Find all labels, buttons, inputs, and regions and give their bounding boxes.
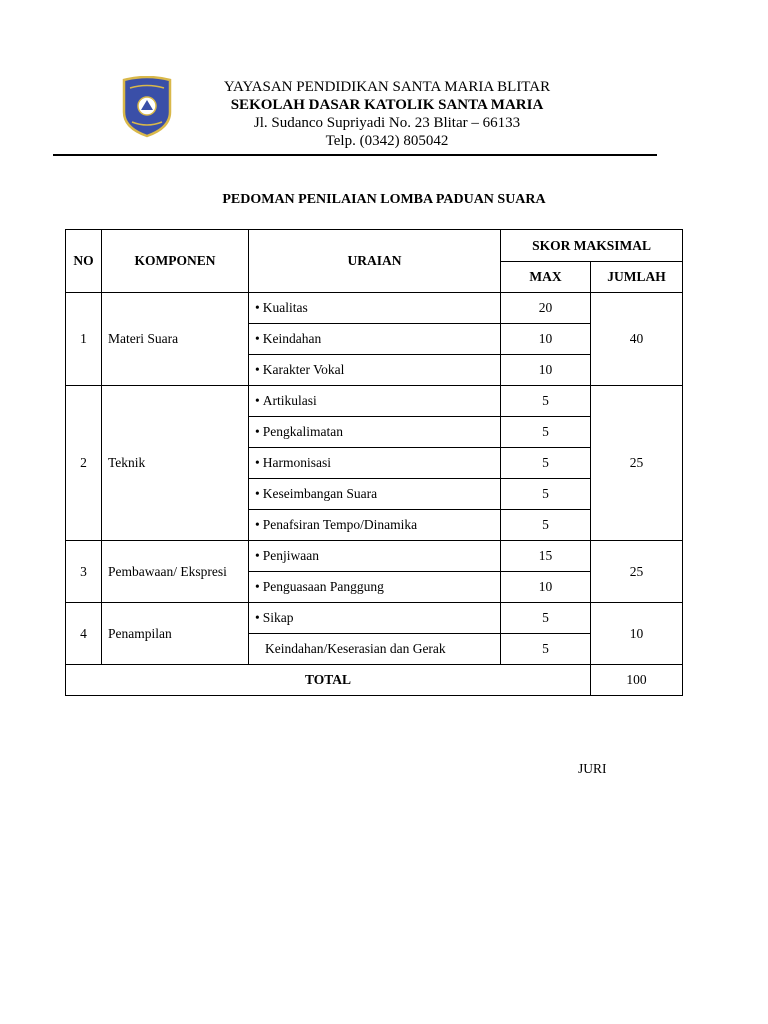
cell-uraian: • Sikap — [249, 603, 501, 634]
letterhead-divider — [53, 154, 657, 156]
cell-max: 5 — [501, 603, 591, 634]
cell-no: 2 — [66, 386, 102, 541]
cell-no: 4 — [66, 603, 102, 665]
header-skor-maksimal: SKOR MAKSIMAL — [501, 230, 683, 262]
header-komponen: KOMPONEN — [102, 230, 249, 293]
cell-uraian: • Penafsiran Tempo/Dinamika — [249, 510, 501, 541]
cell-jumlah: 40 — [591, 293, 683, 386]
cell-max: 5 — [501, 417, 591, 448]
total-label: TOTAL — [66, 665, 591, 696]
cell-uraian: • Pengkalimatan — [249, 417, 501, 448]
total-row — [66, 665, 683, 696]
cell-uraian: • Kualitas — [249, 293, 501, 324]
school-address: Jl. Sudanco Supriyadi No. 23 Blitar – 66133 — [253, 115, 521, 131]
cell-uraian: • Artikulasi — [249, 386, 501, 417]
cell-uraian: • Penjiwaan — [249, 541, 501, 572]
cell-komponen: Teknik — [102, 386, 249, 541]
cell-max: 10 — [501, 355, 591, 386]
cell-jumlah: 25 — [591, 541, 683, 603]
document-title: PEDOMAN PENILAIAN LOMBA PADUAN SUARA — [222, 192, 546, 207]
table-row — [66, 541, 683, 572]
cell-max: 5 — [501, 448, 591, 479]
total-value: 100 — [591, 665, 683, 696]
cell-uraian: • Keseimbangan Suara — [249, 479, 501, 510]
cell-uraian: Keindahan/Keserasian dan Gerak — [249, 634, 501, 665]
table-row — [66, 386, 683, 417]
header-no: NO — [66, 230, 102, 293]
cell-no: 1 — [66, 293, 102, 386]
letterhead — [160, 78, 614, 150]
scoring-table — [65, 229, 683, 696]
cell-max: 15 — [501, 541, 591, 572]
cell-max: 5 — [501, 479, 591, 510]
table-row — [66, 603, 683, 634]
cell-max: 20 — [501, 293, 591, 324]
header-max: MAX — [501, 262, 591, 293]
cell-max: 5 — [501, 386, 591, 417]
cell-komponen: Penampilan — [102, 603, 249, 665]
cell-no: 3 — [66, 541, 102, 603]
cell-jumlah: 10 — [591, 603, 683, 665]
cell-max: 5 — [501, 510, 591, 541]
cell-uraian: • Harmonisasi — [249, 448, 501, 479]
foundation-name: YAYASAN PENDIDIKAN SANTA MARIA BLITAR — [223, 79, 551, 95]
cell-uraian: • Keindahan — [249, 324, 501, 355]
cell-komponen: Materi Suara — [102, 293, 249, 386]
cell-max: 10 — [501, 324, 591, 355]
header-jumlah: JUMLAH — [591, 262, 683, 293]
cell-uraian: • Penguasaan Panggung — [249, 572, 501, 603]
school-phone: Telp. (0342) 805042 — [325, 133, 449, 149]
cell-max: 10 — [501, 572, 591, 603]
cell-uraian: • Karakter Vokal — [249, 355, 501, 386]
juri-label: JURI — [578, 761, 607, 776]
cell-komponen: Pembawaan/ Ekspresi — [102, 541, 249, 603]
cell-max: 5 — [501, 634, 591, 665]
cell-jumlah: 25 — [591, 386, 683, 541]
header-uraian: URAIAN — [249, 230, 501, 293]
table-row — [66, 293, 683, 324]
school-name: SEKOLAH DASAR KATOLIK SANTA MARIA — [230, 97, 544, 113]
